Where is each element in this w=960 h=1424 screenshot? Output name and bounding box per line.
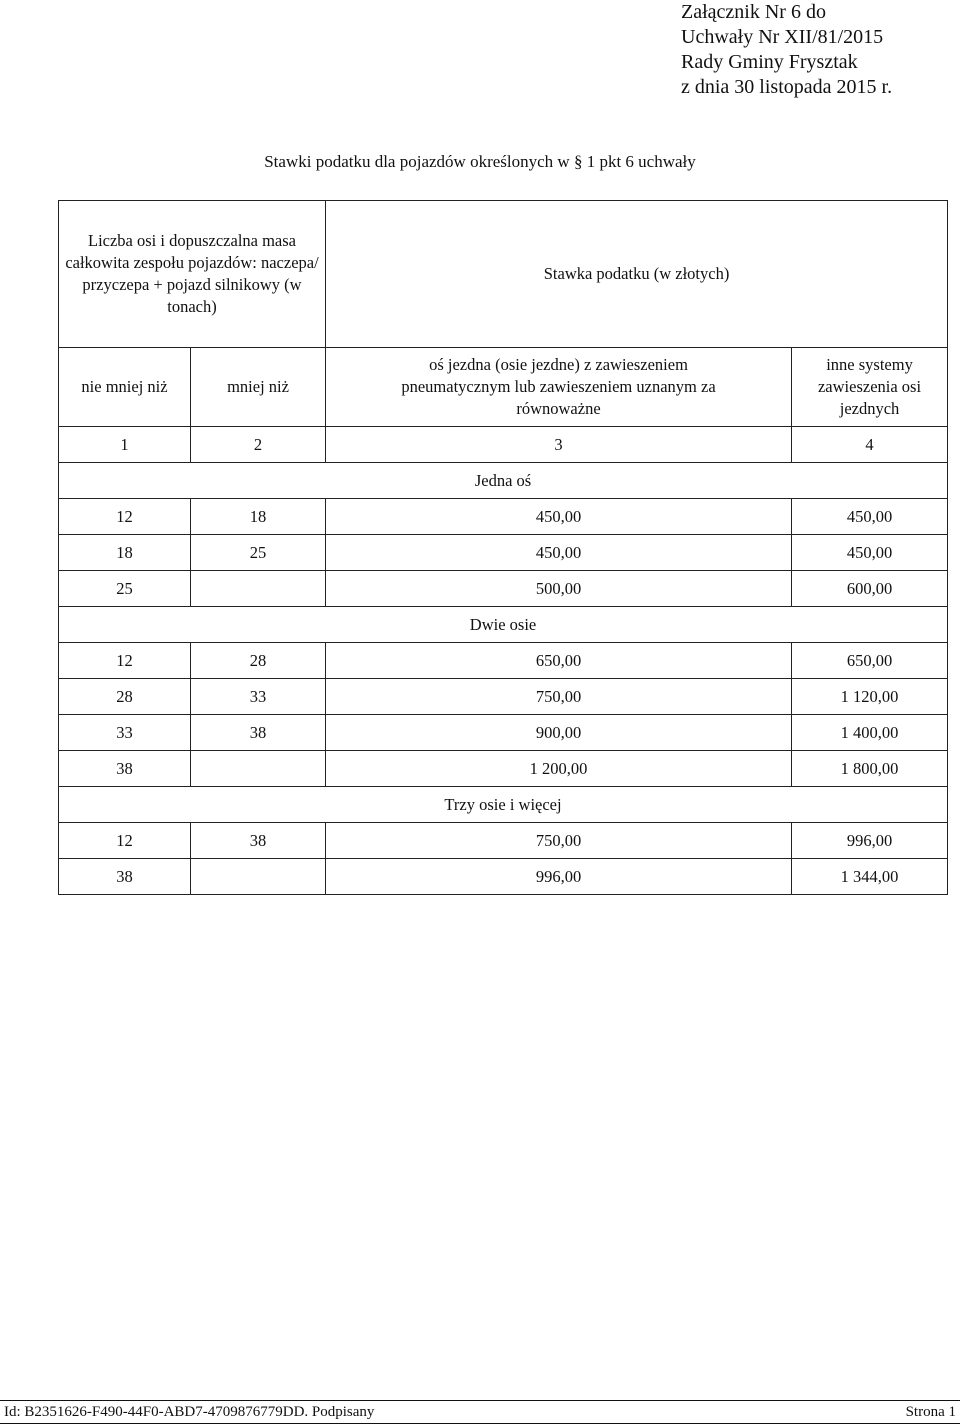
annex-line-3: Rady Gminy Frysztak <box>681 51 858 73</box>
tax-rate-table <box>58 200 948 895</box>
cell-rate-pneumatic: 900,00 <box>326 715 792 751</box>
cell-rate-pneumatic: 996,00 <box>326 859 792 895</box>
group-header-row <box>59 607 948 643</box>
table-row <box>59 679 948 715</box>
group-label: Jedna oś <box>59 463 948 499</box>
cell-rate-pneumatic: 500,00 <box>326 571 792 607</box>
cell-rate-pneumatic: 1 200,00 <box>326 751 792 787</box>
annex-line-4: z dnia 30 listopada 2015 r. <box>681 76 893 98</box>
column-number: 3 <box>326 427 792 463</box>
header-less-than: mniej niż <box>191 348 326 427</box>
table-row <box>59 751 948 787</box>
group-header-row <box>59 787 948 823</box>
cell-not-less-than: 38 <box>59 751 191 787</box>
group-label: Dwie osie <box>59 607 948 643</box>
page-number: Strona 1 <box>905 1404 956 1420</box>
header-tax-rate: Stawka podatku (w złotych) <box>326 201 948 348</box>
document-id: Id: B2351626-F490-44F0-ABD7-4709876779DD. Podpisany <box>4 1404 375 1420</box>
table-row <box>59 571 948 607</box>
cell-less-than: 38 <box>191 715 326 751</box>
cell-not-less-than: 12 <box>59 643 191 679</box>
cell-less-than <box>191 751 326 787</box>
cell-rate-pneumatic: 650,00 <box>326 643 792 679</box>
cell-less-than: 28 <box>191 643 326 679</box>
column-number: 2 <box>191 427 326 463</box>
cell-rate-other: 650,00 <box>792 643 948 679</box>
annex-line-1: Załącznik Nr 6 do <box>681 1 826 23</box>
cell-not-less-than: 28 <box>59 679 191 715</box>
cell-less-than: 33 <box>191 679 326 715</box>
header-other-suspension: inne systemy zawieszenia osi jezdnych <box>792 348 948 427</box>
column-number-row <box>59 427 948 463</box>
header-row-sub <box>59 348 948 427</box>
cell-rate-pneumatic: 750,00 <box>326 679 792 715</box>
column-number: 4 <box>792 427 948 463</box>
cell-less-than: 25 <box>191 535 326 571</box>
cell-rate-other: 1 800,00 <box>792 751 948 787</box>
table-row <box>59 535 948 571</box>
header-pneumatic-suspension: oś jezdna (osie jezdne) z zawieszeniem pneumatycznym lub zawieszeniem uznanym za równoważne <box>326 348 792 427</box>
table-row <box>59 715 948 751</box>
header-row-main <box>59 201 948 348</box>
signature-footer <box>0 1400 960 1424</box>
group-label: Trzy osie i więcej <box>59 787 948 823</box>
cell-not-less-than: 38 <box>59 859 191 895</box>
cell-rate-pneumatic: 450,00 <box>326 535 792 571</box>
group-header-row <box>59 463 948 499</box>
cell-less-than: 38 <box>191 823 326 859</box>
column-number: 1 <box>59 427 191 463</box>
table-row <box>59 643 948 679</box>
cell-less-than: 18 <box>191 499 326 535</box>
table-row <box>59 499 948 535</box>
header-axles-mass: Liczba osi i dopuszczalna masa całkowita zespołu pojazdów: naczepa/ przyczepa + pojazd silnikowy (w tonach) <box>59 201 326 348</box>
cell-not-less-than: 12 <box>59 499 191 535</box>
cell-rate-other: 450,00 <box>792 499 948 535</box>
cell-rate-pneumatic: 450,00 <box>326 499 792 535</box>
cell-less-than <box>191 571 326 607</box>
cell-not-less-than: 33 <box>59 715 191 751</box>
header-not-less-than: nie mniej niż <box>59 348 191 427</box>
cell-less-than <box>191 859 326 895</box>
cell-rate-pneumatic: 750,00 <box>326 823 792 859</box>
cell-rate-other: 1 120,00 <box>792 679 948 715</box>
cell-rate-other: 450,00 <box>792 535 948 571</box>
cell-not-less-than: 18 <box>59 535 191 571</box>
table-row <box>59 859 948 895</box>
cell-rate-other: 996,00 <box>792 823 948 859</box>
cell-not-less-than: 25 <box>59 571 191 607</box>
annex-line-2: Uchwały Nr XII/81/2015 <box>681 26 884 48</box>
document-title: Stawki podatku dla pojazdów określonych w § 1 pkt 6 uchwały <box>264 152 696 171</box>
annex-header <box>681 0 892 100</box>
cell-not-less-than: 12 <box>59 823 191 859</box>
cell-rate-other: 1 400,00 <box>792 715 948 751</box>
cell-rate-other: 1 344,00 <box>792 859 948 895</box>
cell-rate-other: 600,00 <box>792 571 948 607</box>
table-row <box>59 823 948 859</box>
